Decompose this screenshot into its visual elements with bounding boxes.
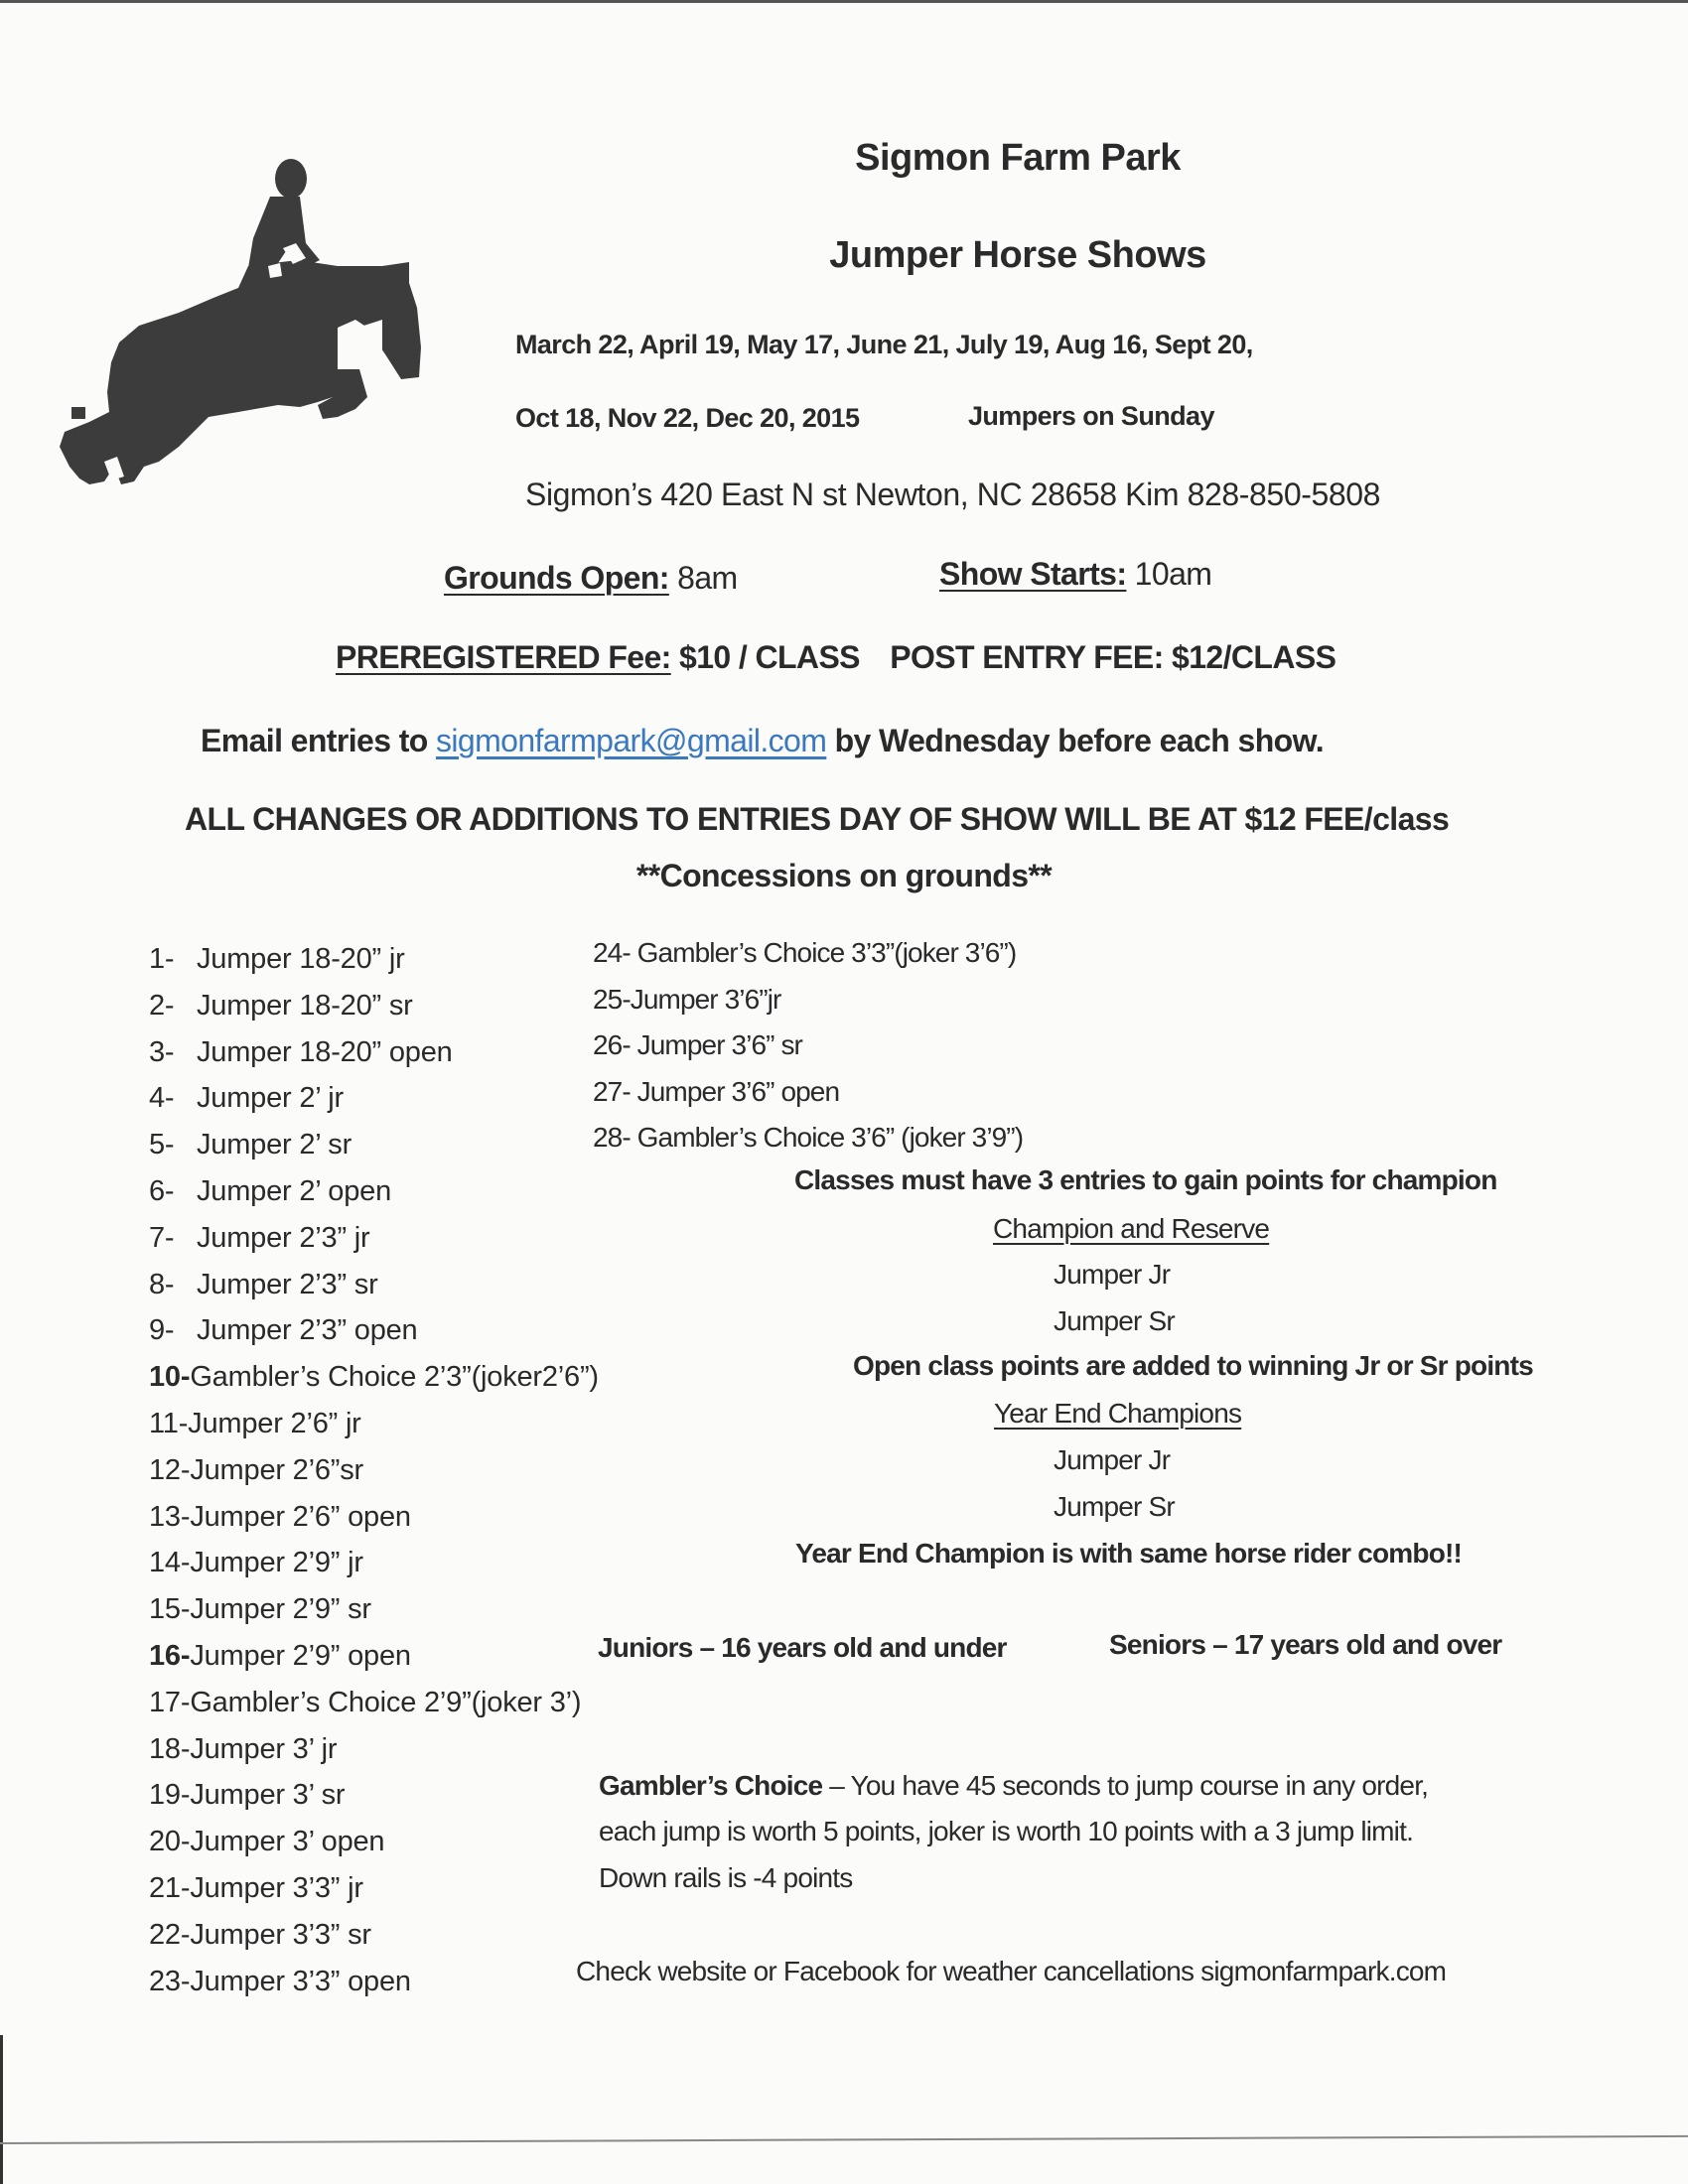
class-number: 15- <box>149 1593 191 1626</box>
class-list-item <box>149 1872 363 1905</box>
show-dates-line-2: Oct 18, Nov 22, Dec 20, 2015 <box>515 403 860 433</box>
class-list-item <box>149 1547 363 1579</box>
seniors-age-rule: Seniors – 17 years old and over <box>1109 1629 1502 1660</box>
grounds-open <box>444 560 738 597</box>
class-name: Jumper 2’3” jr <box>197 1221 370 1254</box>
class-number: 9- <box>149 1314 175 1347</box>
gamblers-choice-line-2: each jump is worth 5 points, joker is worth 10 points with a 3 jump limit. <box>599 1816 1414 1846</box>
class-name: Jumper 2’6” jr <box>188 1408 361 1439</box>
show-dates-line-1: March 22, April 19, May 17, June 21, July 19, Aug 16, Sept 20, <box>515 330 1253 359</box>
class-name: Jumper 18-20” jr <box>197 943 405 975</box>
class-name: Jumper 2’6”sr <box>190 1453 363 1486</box>
year-end-item-sr: Jumper Sr <box>1054 1491 1175 1522</box>
class-list-item <box>149 1269 378 1301</box>
gamblers-choice-text-1: – You have 45 seconds to jump course in any order, <box>822 1770 1429 1801</box>
juniors-age-rule: Juniors – 16 years old and under <box>598 1632 1007 1663</box>
class-list-item <box>149 1222 369 1255</box>
day-note: Jumpers on Sunday <box>968 401 1214 431</box>
class-name: Jumper 18-20” sr <box>197 989 413 1022</box>
class-list-item <box>149 1826 384 1858</box>
class-name: Jumper 2’3” open <box>197 1314 418 1347</box>
class-number: 6- <box>149 1175 175 1207</box>
class-number: 1- <box>149 943 175 975</box>
class-list-item <box>149 1036 453 1069</box>
year-end-champions-heading: Year End Champions <box>994 1398 1242 1429</box>
weather-cancellation-note: Check website or Facebook for weather cancellations sigmonfarmpark.com <box>576 1956 1447 1986</box>
changes-notice: ALL CHANGES OR ADDITIONS TO ENTRIES DAY OF SHOW WILL BE AT $12 FEE/class <box>185 801 1450 837</box>
class-number: 11- <box>149 1408 189 1439</box>
class-list-item: 24- Gambler’s Choice 3’3”(joker 3’6”) <box>593 937 1017 968</box>
class-list-item <box>149 1175 391 1208</box>
class-list-item <box>149 1129 352 1161</box>
class-list-item <box>149 1640 411 1673</box>
class-name: Jumper 3’3” sr <box>190 1918 371 1951</box>
class-list-item <box>149 1733 337 1766</box>
class-list-item: 26- Jumper 3’6” sr <box>593 1029 802 1060</box>
class-name: Jumper 2’9” sr <box>190 1593 371 1626</box>
class-number: 12- <box>149 1453 191 1486</box>
min-entries-rule: Classes must have 3 entries to gain points for champion <box>794 1164 1497 1195</box>
class-name: Jumper 2’ open <box>197 1175 392 1207</box>
class-name: Gambler’s Choice 2’9”(joker 3’) <box>190 1686 582 1718</box>
class-list-item: 28- Gambler’s Choice 3’6” (joker 3’9”) <box>593 1122 1024 1153</box>
page-subtitle: Jumper Horse Shows <box>829 234 1206 276</box>
year-end-item-jr: Jumper Jr <box>1054 1444 1171 1475</box>
class-list-item <box>149 1082 344 1115</box>
class-number: 20- <box>149 1826 191 1858</box>
class-name: Jumper 18-20” open <box>197 1035 453 1068</box>
class-name: Jumper 3’ open <box>190 1826 385 1858</box>
gamblers-choice-line-1 <box>599 1770 1428 1802</box>
scan-edge-left <box>0 2035 3 2184</box>
horse-jumper-silhouette-icon <box>40 149 427 486</box>
class-name: Jumper 2’9” jr <box>190 1547 363 1579</box>
show-starts-value: 10am <box>1126 556 1212 592</box>
class-number: 3- <box>149 1035 175 1068</box>
champion-item-sr: Jumper Sr <box>1054 1305 1175 1336</box>
champion-reserve-heading: Champion and Reserve <box>993 1213 1270 1244</box>
class-number: 17- <box>149 1686 191 1718</box>
class-list-item <box>149 1314 418 1347</box>
email-suffix: by Wednesday before each show. <box>826 723 1324 758</box>
class-name: Jumper 3’3” jr <box>190 1872 363 1904</box>
class-list-item <box>149 943 405 976</box>
class-number: 16- <box>149 1640 191 1672</box>
class-list-item <box>149 1361 599 1394</box>
class-list-item <box>149 1454 363 1487</box>
preregistered-fee-label: PREREGISTERED Fee: <box>336 639 671 675</box>
champion-item-jr: Jumper Jr <box>1054 1259 1171 1290</box>
class-number: 23- <box>149 1965 191 1997</box>
class-list-item <box>149 1687 581 1719</box>
class-name: Jumper 2’6” open <box>190 1500 411 1533</box>
class-number: 14- <box>149 1547 191 1579</box>
class-list-item <box>149 1919 371 1952</box>
class-number: 13- <box>149 1500 191 1533</box>
gamblers-choice-line-3: Down rails is -4 points <box>599 1862 853 1893</box>
venue-address: Sigmon’s 420 East N st Newton, NC 28658 Kim 828-850-5808 <box>525 477 1381 512</box>
email-entries-line <box>201 723 1324 759</box>
class-name: Jumper 3’ sr <box>190 1779 346 1812</box>
class-name: Jumper 2’3” sr <box>197 1268 378 1300</box>
class-list-item: 27- Jumper 3’6” open <box>593 1075 840 1107</box>
email-link[interactable]: sigmonfarmpark@gmail.com <box>436 723 827 758</box>
grounds-open-label: Grounds Open: <box>444 560 669 596</box>
class-number: 8- <box>149 1268 175 1300</box>
class-number: 22- <box>149 1918 191 1951</box>
class-list-item: 25-Jumper 3’6”jr <box>593 983 781 1015</box>
post-entry-fee: POST ENTRY FEE: $12/CLASS <box>890 639 1336 675</box>
combo-note: Year End Champion is with same horse rider combo!! <box>795 1538 1463 1569</box>
class-number: 5- <box>149 1129 175 1161</box>
class-number: 2- <box>149 989 175 1022</box>
fees-line <box>336 639 1336 676</box>
class-name: Jumper 2’9” open <box>190 1640 411 1672</box>
scan-edge-top <box>0 0 1688 3</box>
page-title: Sigmon Farm Park <box>855 137 1181 179</box>
class-list-item <box>149 990 413 1023</box>
class-list-item <box>149 1501 411 1534</box>
class-list-item <box>149 1966 411 1998</box>
class-number: 21- <box>149 1872 191 1904</box>
preregistered-fee-value: $10 / CLASS <box>670 639 860 675</box>
class-number: 10- <box>149 1361 191 1394</box>
email-prefix: Email entries to <box>201 723 436 758</box>
class-name: Jumper 3’3” open <box>190 1965 411 1997</box>
scan-edge-bottom <box>0 2135 1688 2144</box>
class-list-item <box>149 1408 361 1440</box>
class-number: 19- <box>149 1779 191 1812</box>
show-starts-label: Show Starts: <box>939 556 1127 592</box>
open-points-rule: Open class points are added to winning Jr or Sr points <box>853 1350 1533 1381</box>
class-name: Jumper 2’ jr <box>197 1082 345 1115</box>
class-number: 18- <box>149 1732 191 1765</box>
class-list-item <box>149 1593 371 1626</box>
class-number: 4- <box>149 1082 175 1115</box>
class-name: Jumper 2’ sr <box>197 1129 352 1161</box>
show-starts <box>939 556 1211 593</box>
class-number: 7- <box>149 1221 175 1254</box>
concessions-note: **Concessions on grounds** <box>635 858 1053 893</box>
class-name: Gambler’s Choice 2’3”(joker2’6”) <box>190 1361 599 1394</box>
gamblers-choice-label: Gambler’s Choice <box>599 1770 823 1801</box>
class-name: Jumper 3’ jr <box>190 1732 338 1765</box>
grounds-open-value: 8am <box>668 560 738 596</box>
class-list-item <box>149 1779 345 1812</box>
